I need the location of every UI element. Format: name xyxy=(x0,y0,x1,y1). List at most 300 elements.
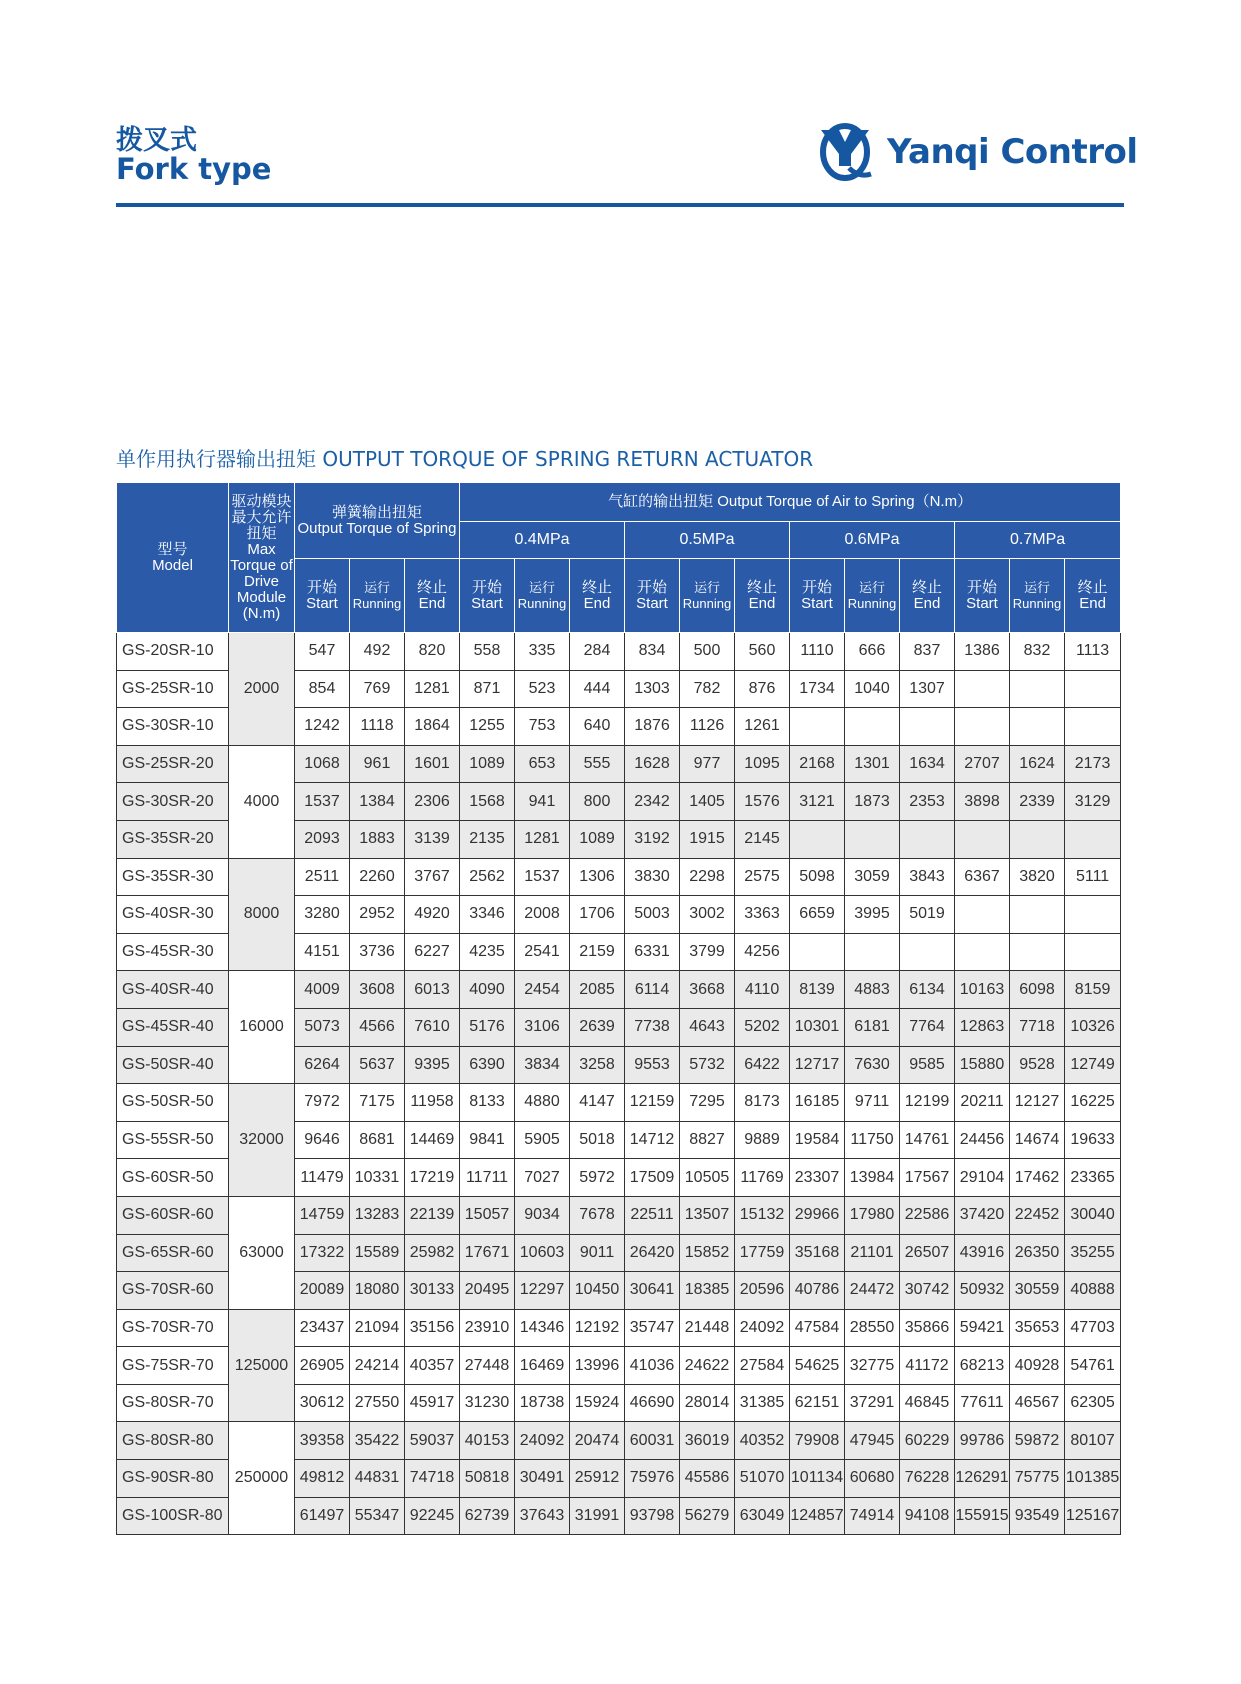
page-title-en: Fork type xyxy=(116,152,272,186)
value-cell: 7718 xyxy=(1010,1008,1065,1046)
value-cell: 16185 xyxy=(790,1084,845,1122)
value-cell: 1113 xyxy=(1065,633,1121,671)
value-cell: 547 xyxy=(295,633,350,671)
value-cell: 3346 xyxy=(460,896,515,934)
value-cell xyxy=(845,708,900,746)
value-cell: 74914 xyxy=(845,1497,900,1535)
value-cell: 27448 xyxy=(460,1347,515,1385)
value-cell: 47584 xyxy=(790,1309,845,1347)
value-cell: 155915 xyxy=(955,1497,1010,1535)
value-cell: 1568 xyxy=(460,783,515,821)
header-pressure-07: 0.7MPa xyxy=(955,522,1121,559)
value-cell: 4566 xyxy=(350,1008,405,1046)
value-cell: 35168 xyxy=(790,1234,845,1272)
value-cell: 6013 xyxy=(405,971,460,1009)
value-cell: 15057 xyxy=(460,1196,515,1234)
value-cell: 20211 xyxy=(955,1084,1010,1122)
max-torque-cell: 4000 xyxy=(229,745,295,858)
value-cell: 11479 xyxy=(295,1159,350,1197)
value-cell: 19584 xyxy=(790,1121,845,1159)
brand-logo xyxy=(815,120,1138,184)
value-cell: 9646 xyxy=(295,1121,350,1159)
value-cell: 7175 xyxy=(350,1084,405,1122)
value-cell: 9528 xyxy=(1010,1046,1065,1084)
value-cell: 7630 xyxy=(845,1046,900,1084)
value-cell: 2085 xyxy=(570,971,625,1009)
value-cell: 54625 xyxy=(790,1347,845,1385)
value-cell: 3843 xyxy=(900,858,955,896)
subheader-start: 开始 Start xyxy=(955,559,1010,633)
value-cell: 26507 xyxy=(900,1234,955,1272)
model-cell: GS-35SR-30 xyxy=(117,858,229,896)
value-cell: 22586 xyxy=(900,1196,955,1234)
value-cell: 9395 xyxy=(405,1046,460,1084)
subheader-end: 终止 End xyxy=(735,559,790,633)
value-cell xyxy=(1010,896,1065,934)
subheader-end: 终止 End xyxy=(405,559,460,633)
value-cell: 7972 xyxy=(295,1084,350,1122)
value-cell: 1386 xyxy=(955,633,1010,671)
value-cell: 1576 xyxy=(735,783,790,821)
model-cell: GS-100SR-80 xyxy=(117,1497,229,1535)
value-cell: 4151 xyxy=(295,933,350,971)
value-cell: 782 xyxy=(680,670,735,708)
value-cell: 1864 xyxy=(405,708,460,746)
value-cell: 9553 xyxy=(625,1046,680,1084)
header-model: 型号 Model xyxy=(117,483,229,633)
value-cell: 2707 xyxy=(955,745,1010,783)
value-cell: 6181 xyxy=(845,1008,900,1046)
value-cell: 17567 xyxy=(900,1159,955,1197)
value-cell: 8139 xyxy=(790,971,845,1009)
value-cell: 93549 xyxy=(1010,1497,1065,1535)
table-row xyxy=(117,1084,1121,1122)
value-cell: 124857 xyxy=(790,1497,845,1535)
value-cell: 79908 xyxy=(790,1422,845,1460)
value-cell: 17322 xyxy=(295,1234,350,1272)
value-cell: 854 xyxy=(295,670,350,708)
value-cell: 15880 xyxy=(955,1046,1010,1084)
value-cell: 35255 xyxy=(1065,1234,1121,1272)
value-cell: 2306 xyxy=(405,783,460,821)
value-cell: 46690 xyxy=(625,1384,680,1422)
value-cell: 21448 xyxy=(680,1309,735,1347)
value-cell: 5111 xyxy=(1065,858,1121,896)
value-cell: 41172 xyxy=(900,1347,955,1385)
value-cell: 43916 xyxy=(955,1234,1010,1272)
value-cell xyxy=(955,820,1010,858)
value-cell: 17219 xyxy=(405,1159,460,1197)
value-cell: 17462 xyxy=(1010,1159,1065,1197)
value-cell: 1883 xyxy=(350,820,405,858)
value-cell: 1628 xyxy=(625,745,680,783)
model-cell: GS-30SR-20 xyxy=(117,783,229,821)
value-cell: 871 xyxy=(460,670,515,708)
value-cell: 2093 xyxy=(295,820,350,858)
subheader-running: 运行 Running xyxy=(515,559,570,633)
value-cell: 2454 xyxy=(515,971,570,1009)
value-cell: 101385 xyxy=(1065,1460,1121,1498)
value-cell: 27550 xyxy=(350,1384,405,1422)
subheader-start: 开始 Start xyxy=(460,559,515,633)
model-cell: GS-20SR-10 xyxy=(117,633,229,671)
value-cell xyxy=(790,708,845,746)
value-cell: 1110 xyxy=(790,633,845,671)
value-cell: 9011 xyxy=(570,1234,625,1272)
value-cell xyxy=(1010,820,1065,858)
value-cell: 640 xyxy=(570,708,625,746)
value-cell: 15924 xyxy=(570,1384,625,1422)
value-cell: 3820 xyxy=(1010,858,1065,896)
value-cell: 23910 xyxy=(460,1309,515,1347)
value-cell: 4090 xyxy=(460,971,515,1009)
value-cell: 8133 xyxy=(460,1084,515,1122)
value-cell: 1261 xyxy=(735,708,790,746)
value-cell: 39358 xyxy=(295,1422,350,1460)
value-cell: 62151 xyxy=(790,1384,845,1422)
value-cell: 40786 xyxy=(790,1272,845,1310)
value-cell: 59872 xyxy=(1010,1422,1065,1460)
value-cell: 30040 xyxy=(1065,1196,1121,1234)
value-cell: 99786 xyxy=(955,1422,1010,1460)
value-cell: 492 xyxy=(350,633,405,671)
value-cell: 36019 xyxy=(680,1422,735,1460)
value-cell: 17759 xyxy=(735,1234,790,1272)
value-cell xyxy=(1065,933,1121,971)
value-cell: 24092 xyxy=(515,1422,570,1460)
value-cell: 126291 xyxy=(955,1460,1010,1498)
value-cell: 14759 xyxy=(295,1196,350,1234)
value-cell: 60229 xyxy=(900,1422,955,1460)
value-cell: 7738 xyxy=(625,1008,680,1046)
value-cell: 12297 xyxy=(515,1272,570,1310)
value-cell: 3898 xyxy=(955,783,1010,821)
value-cell: 2260 xyxy=(350,858,405,896)
value-cell xyxy=(1065,896,1121,934)
model-cell: GS-25SR-10 xyxy=(117,670,229,708)
value-cell: 653 xyxy=(515,745,570,783)
value-cell: 20089 xyxy=(295,1272,350,1310)
model-cell: GS-70SR-60 xyxy=(117,1272,229,1310)
value-cell: 876 xyxy=(735,670,790,708)
value-cell: 13984 xyxy=(845,1159,900,1197)
yanqi-logo-icon xyxy=(815,122,875,182)
value-cell: 35653 xyxy=(1010,1309,1065,1347)
value-cell: 40153 xyxy=(460,1422,515,1460)
value-cell: 5176 xyxy=(460,1008,515,1046)
model-cell: GS-50SR-40 xyxy=(117,1046,229,1084)
value-cell: 17671 xyxy=(460,1234,515,1272)
value-cell: 25982 xyxy=(405,1234,460,1272)
value-cell: 1307 xyxy=(900,670,955,708)
value-cell: 3280 xyxy=(295,896,350,934)
value-cell: 54761 xyxy=(1065,1347,1121,1385)
value-cell: 4883 xyxy=(845,971,900,1009)
value-cell: 837 xyxy=(900,633,955,671)
value-cell: 14674 xyxy=(1010,1121,1065,1159)
value-cell: 40888 xyxy=(1065,1272,1121,1310)
value-cell: 21101 xyxy=(845,1234,900,1272)
value-cell: 5073 xyxy=(295,1008,350,1046)
value-cell: 20495 xyxy=(460,1272,515,1310)
value-cell: 26905 xyxy=(295,1347,350,1385)
value-cell: 10505 xyxy=(680,1159,735,1197)
value-cell: 9889 xyxy=(735,1121,790,1159)
value-cell: 1915 xyxy=(680,820,735,858)
value-cell: 35156 xyxy=(405,1309,460,1347)
value-cell: 31230 xyxy=(460,1384,515,1422)
value-cell: 8173 xyxy=(735,1084,790,1122)
value-cell: 75976 xyxy=(625,1460,680,1498)
value-cell: 41036 xyxy=(625,1347,680,1385)
value-cell xyxy=(790,820,845,858)
value-cell: 1624 xyxy=(1010,745,1065,783)
value-cell: 10301 xyxy=(790,1008,845,1046)
value-cell: 335 xyxy=(515,633,570,671)
value-cell: 16469 xyxy=(515,1347,570,1385)
value-cell xyxy=(845,933,900,971)
value-cell: 1384 xyxy=(350,783,405,821)
value-cell: 12127 xyxy=(1010,1084,1065,1122)
value-cell: 6227 xyxy=(405,933,460,971)
max-torque-cell: 8000 xyxy=(229,858,295,971)
value-cell: 2159 xyxy=(570,933,625,971)
value-cell: 40357 xyxy=(405,1347,460,1385)
value-cell: 74718 xyxy=(405,1460,460,1498)
value-cell: 4920 xyxy=(405,896,460,934)
value-cell: 125167 xyxy=(1065,1497,1121,1535)
value-cell: 29966 xyxy=(790,1196,845,1234)
value-cell: 28014 xyxy=(680,1384,735,1422)
value-cell: 2511 xyxy=(295,858,350,896)
max-torque-cell: 250000 xyxy=(229,1422,295,1535)
value-cell: 3192 xyxy=(625,820,680,858)
subheader-start: 开始 Start xyxy=(625,559,680,633)
value-cell: 7610 xyxy=(405,1008,460,1046)
value-cell: 19633 xyxy=(1065,1121,1121,1159)
header-air-torque: 气缸的输出扭矩 Output Torque of Air to Spring（N.m） xyxy=(460,483,1121,522)
value-cell: 15589 xyxy=(350,1234,405,1272)
value-cell: 47703 xyxy=(1065,1309,1121,1347)
value-cell: 4009 xyxy=(295,971,350,1009)
value-cell: 6114 xyxy=(625,971,680,1009)
value-cell: 1281 xyxy=(515,820,570,858)
table-body xyxy=(117,633,1121,1535)
value-cell: 24622 xyxy=(680,1347,735,1385)
value-cell: 32775 xyxy=(845,1347,900,1385)
value-cell xyxy=(845,820,900,858)
value-cell: 6098 xyxy=(1010,971,1065,1009)
subheader-running: 运行 Running xyxy=(350,559,405,633)
value-cell: 8159 xyxy=(1065,971,1121,1009)
value-cell: 26420 xyxy=(625,1234,680,1272)
value-cell: 27584 xyxy=(735,1347,790,1385)
header-spring-torque: 弹簧输出扭矩 Output Torque of Spring xyxy=(295,483,460,559)
value-cell: 18738 xyxy=(515,1384,570,1422)
value-cell: 558 xyxy=(460,633,515,671)
value-cell: 2952 xyxy=(350,896,405,934)
value-cell: 22452 xyxy=(1010,1196,1065,1234)
value-cell: 59421 xyxy=(955,1309,1010,1347)
value-cell: 14761 xyxy=(900,1121,955,1159)
value-cell: 1126 xyxy=(680,708,735,746)
section-title: 单作用执行器输出扭矩 OUTPUT TORQUE OF SPRING RETURN ACTUATOR xyxy=(116,447,814,471)
value-cell: 4880 xyxy=(515,1084,570,1122)
value-cell: 11750 xyxy=(845,1121,900,1159)
value-cell: 5905 xyxy=(515,1121,570,1159)
table-row xyxy=(117,1422,1121,1460)
value-cell: 37420 xyxy=(955,1196,1010,1234)
value-cell: 24456 xyxy=(955,1121,1010,1159)
value-cell: 3363 xyxy=(735,896,790,934)
value-cell: 3139 xyxy=(405,820,460,858)
value-cell: 1876 xyxy=(625,708,680,746)
value-cell: 20474 xyxy=(570,1422,625,1460)
value-cell: 35747 xyxy=(625,1309,680,1347)
value-cell: 6422 xyxy=(735,1046,790,1084)
value-cell: 7027 xyxy=(515,1159,570,1197)
subheader-end: 终止 End xyxy=(570,559,625,633)
value-cell: 5202 xyxy=(735,1008,790,1046)
value-cell: 5018 xyxy=(570,1121,625,1159)
value-cell: 35422 xyxy=(350,1422,405,1460)
value-cell: 45586 xyxy=(680,1460,735,1498)
value-cell: 12199 xyxy=(900,1084,955,1122)
value-cell: 1040 xyxy=(845,670,900,708)
header-pressure-04: 0.4MPa xyxy=(460,522,625,559)
value-cell: 75775 xyxy=(1010,1460,1065,1498)
value-cell: 284 xyxy=(570,633,625,671)
value-cell: 61497 xyxy=(295,1497,350,1535)
value-cell: 59037 xyxy=(405,1422,460,1460)
value-cell: 3002 xyxy=(680,896,735,934)
value-cell: 820 xyxy=(405,633,460,671)
value-cell: 6390 xyxy=(460,1046,515,1084)
value-cell xyxy=(1010,670,1065,708)
table-header xyxy=(117,483,1121,633)
value-cell: 24472 xyxy=(845,1272,900,1310)
value-cell: 23437 xyxy=(295,1309,350,1347)
value-cell: 7295 xyxy=(680,1084,735,1122)
value-cell: 6264 xyxy=(295,1046,350,1084)
value-cell: 30641 xyxy=(625,1272,680,1310)
value-cell: 5732 xyxy=(680,1046,735,1084)
value-cell: 10326 xyxy=(1065,1008,1121,1046)
value-cell: 1242 xyxy=(295,708,350,746)
value-cell: 444 xyxy=(570,670,625,708)
value-cell: 1068 xyxy=(295,745,350,783)
model-cell: GS-30SR-10 xyxy=(117,708,229,746)
value-cell xyxy=(1065,820,1121,858)
value-cell: 1303 xyxy=(625,670,680,708)
table-row xyxy=(117,1196,1121,1234)
value-cell: 94108 xyxy=(900,1497,955,1535)
value-cell: 60680 xyxy=(845,1460,900,1498)
value-cell: 2639 xyxy=(570,1008,625,1046)
value-cell: 2168 xyxy=(790,745,845,783)
header-pressure-05: 0.5MPa xyxy=(625,522,790,559)
value-cell: 4643 xyxy=(680,1008,735,1046)
value-cell: 555 xyxy=(570,745,625,783)
value-cell: 46567 xyxy=(1010,1384,1065,1422)
value-cell: 62305 xyxy=(1065,1384,1121,1422)
max-torque-cell: 2000 xyxy=(229,633,295,746)
value-cell: 76228 xyxy=(900,1460,955,1498)
value-cell: 55347 xyxy=(350,1497,405,1535)
value-cell: 1706 xyxy=(570,896,625,934)
value-cell: 26350 xyxy=(1010,1234,1065,1272)
value-cell: 1089 xyxy=(570,820,625,858)
value-cell: 51070 xyxy=(735,1460,790,1498)
value-cell: 1405 xyxy=(680,783,735,821)
value-cell: 2339 xyxy=(1010,783,1065,821)
value-cell: 753 xyxy=(515,708,570,746)
value-cell: 18080 xyxy=(350,1272,405,1310)
max-torque-cell: 63000 xyxy=(229,1196,295,1309)
subheader-running: 运行 Running xyxy=(845,559,900,633)
value-cell: 44831 xyxy=(350,1460,405,1498)
value-cell: 40352 xyxy=(735,1422,790,1460)
value-cell: 3767 xyxy=(405,858,460,896)
value-cell: 24092 xyxy=(735,1309,790,1347)
value-cell: 2575 xyxy=(735,858,790,896)
max-torque-cell: 125000 xyxy=(229,1309,295,1422)
value-cell: 3799 xyxy=(680,933,735,971)
value-cell: 10331 xyxy=(350,1159,405,1197)
model-cell: GS-65SR-60 xyxy=(117,1234,229,1272)
value-cell: 15132 xyxy=(735,1196,790,1234)
subheader-start: 开始 Start xyxy=(295,559,350,633)
value-cell: 5637 xyxy=(350,1046,405,1084)
value-cell: 1255 xyxy=(460,708,515,746)
value-cell: 800 xyxy=(570,783,625,821)
model-cell: GS-35SR-20 xyxy=(117,820,229,858)
value-cell: 31385 xyxy=(735,1384,790,1422)
table-row xyxy=(117,858,1121,896)
value-cell: 18385 xyxy=(680,1272,735,1310)
value-cell: 23307 xyxy=(790,1159,845,1197)
header-pressure-06: 0.6MPa xyxy=(790,522,955,559)
max-torque-cell: 16000 xyxy=(229,971,295,1084)
value-cell: 2562 xyxy=(460,858,515,896)
value-cell: 8681 xyxy=(350,1121,405,1159)
model-cell: GS-55SR-50 xyxy=(117,1121,229,1159)
value-cell: 49812 xyxy=(295,1460,350,1498)
value-cell: 5019 xyxy=(900,896,955,934)
model-cell: GS-80SR-80 xyxy=(117,1422,229,1460)
value-cell: 5003 xyxy=(625,896,680,934)
value-cell: 961 xyxy=(350,745,405,783)
value-cell: 37643 xyxy=(515,1497,570,1535)
value-cell: 3834 xyxy=(515,1046,570,1084)
value-cell: 17980 xyxy=(845,1196,900,1234)
subheader-end: 终止 End xyxy=(1065,559,1121,633)
value-cell: 10603 xyxy=(515,1234,570,1272)
value-cell: 5972 xyxy=(570,1159,625,1197)
value-cell xyxy=(790,933,845,971)
value-cell: 13283 xyxy=(350,1196,405,1234)
value-cell: 13507 xyxy=(680,1196,735,1234)
value-cell: 2145 xyxy=(735,820,790,858)
value-cell: 3106 xyxy=(515,1008,570,1046)
value-cell: 11958 xyxy=(405,1084,460,1122)
value-cell: 9585 xyxy=(900,1046,955,1084)
value-cell: 2173 xyxy=(1065,745,1121,783)
value-cell: 3668 xyxy=(680,971,735,1009)
table-row xyxy=(117,633,1121,671)
value-cell: 62739 xyxy=(460,1497,515,1535)
model-cell: GS-25SR-20 xyxy=(117,745,229,783)
